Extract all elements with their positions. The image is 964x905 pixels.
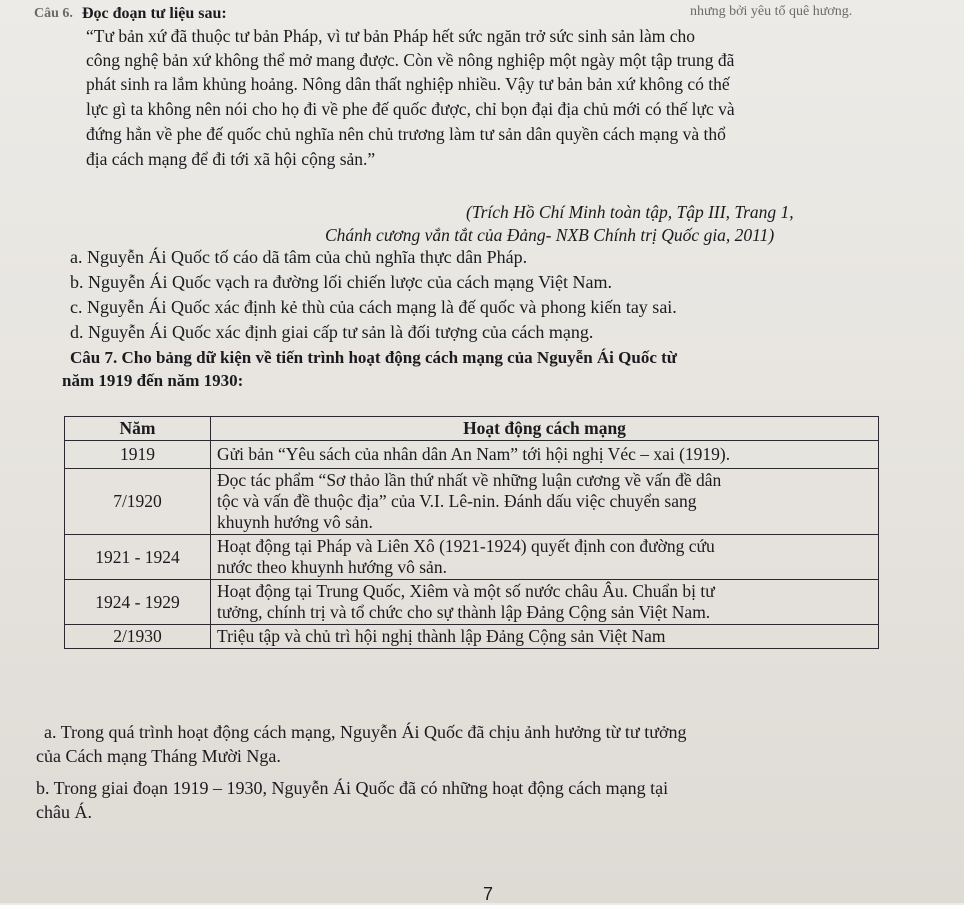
faded-question-label: Câu 6. (34, 6, 73, 21)
year-cell: 7/1920 (65, 469, 211, 535)
section-title: Đọc đoạn tư liệu sau: (82, 5, 227, 22)
table-header-row (65, 417, 879, 441)
table-row (65, 625, 879, 649)
year-cell: 2/1930 (65, 625, 211, 649)
q7-title-cont: năm 1919 đến năm 1930: (62, 371, 244, 390)
passage-line: công nghệ bản xứ không thể mở mang được. Còn về nông nghiệp một ngày một tập trung đã (86, 50, 735, 70)
citation-line: Chánh cương vắn tắt của Đảng- NXB Chính trị Quốc gia, 2011) (325, 225, 775, 245)
activity-cell: Hoạt động tại Trung Quốc, Xiêm và một số nước châu Âu. Chuẩn bị tư tưởng, chính trị và tổ chức cho sự thành lập Đảng Cộng sản Việt Nam. (211, 580, 879, 625)
q6-option-d: d. Nguyễn Ái Quốc xác định giai cấp tư sản là đối tượng của cách mạng. (70, 322, 594, 342)
table-row (65, 441, 879, 469)
year-cell: 1919 (65, 441, 211, 469)
table-row (65, 580, 879, 625)
table-row (65, 535, 879, 580)
year-cell: 1921 - 1924 (65, 535, 211, 580)
table-row (65, 469, 879, 535)
activity-cell: Gửi bản “Yêu sách của nhân dân An Nam” tới hội nghị Véc – xai (1919). (211, 441, 879, 469)
passage-line: đứng hẳn về phe đế quốc chủ nghĩa nên chủ trương làm tư sản dân quyền cách mạng và thổ (86, 124, 726, 144)
activity-cell: Hoạt động tại Pháp và Liên Xô (1921-1924) quyết định con đường cứu nước theo khuynh hướng vô sản. (211, 535, 879, 580)
citation-line: (Trích Hồ Chí Minh toàn tập, Tập III, Trang 1, (466, 202, 794, 222)
passage-line: “Tư bản xứ đã thuộc tư bản Pháp, vì tư bản Pháp hết sức ngăn trở sức sinh sản làm cho (86, 26, 696, 46)
passage-line: phát sinh ra lắm khủng hoảng. Nông dân thất nghiệp nhiều. Vậy tư bản bản xứ không có thế (86, 74, 730, 94)
q6-option-a: a. Nguyễn Ái Quốc tố cáo dã tâm của chủ nghĩa thực dân Pháp. (70, 247, 528, 267)
column-header-activity: Hoạt động cách mạng (211, 417, 879, 441)
activity-cell: Triệu tập và chủ trì hội nghị thành lập Đảng Cộng sản Việt Nam (211, 625, 879, 649)
q6-option-b: b. Nguyễn Ái Quốc vạch ra đường lối chiến lược của cách mạng Việt Nam. (70, 272, 612, 292)
passage-line: lực gì ta không nên nói cho họ đi về phe đế quốc được, chỉ bọn đại địa chủ mới có thế lực và (86, 99, 735, 119)
q7-statement-a-cont: của Cách mạng Tháng Mười Nga. (36, 746, 281, 766)
q6-option-c: c. Nguyễn Ái Quốc xác định kẻ thù của cách mạng là đế quốc và phong kiến tay sai. (70, 297, 677, 317)
q7-statement-b-cont: châu Á. (36, 802, 92, 822)
column-header-year: Năm (65, 417, 211, 441)
timeline-table (64, 416, 879, 649)
q7-statement-a: a. Trong quá trình hoạt động cách mạng, Nguyễn Ái Quốc đã chịu ảnh hưởng từ tư tưởng (44, 722, 687, 742)
page-number: 7 (483, 884, 494, 904)
faded-header-text: nhưng bởi yêu tổ quê hương. (690, 4, 853, 19)
q7-title: Câu 7. Cho bảng dữ kiện về tiến trình hoạt động cách mạng của Nguyễn Ái Quốc từ (70, 348, 677, 367)
q7-statement-b: b. Trong giai đoạn 1919 – 1930, Nguyễn Ái Quốc đã có những hoạt động cách mạng tại (36, 778, 669, 798)
activity-cell: Đọc tác phẩm “Sơ thảo lần thứ nhất về những luận cương về vấn đề dân tộc và vấn đề thuộc địa” của V.I. Lê-nin. Đánh dấu việc chuyển sang khuynh hướng vô sản. (211, 469, 879, 535)
passage-line: địa cách mạng để đi tới xã hội cộng sản.” (86, 149, 376, 169)
year-cell: 1924 - 1929 (65, 580, 211, 625)
